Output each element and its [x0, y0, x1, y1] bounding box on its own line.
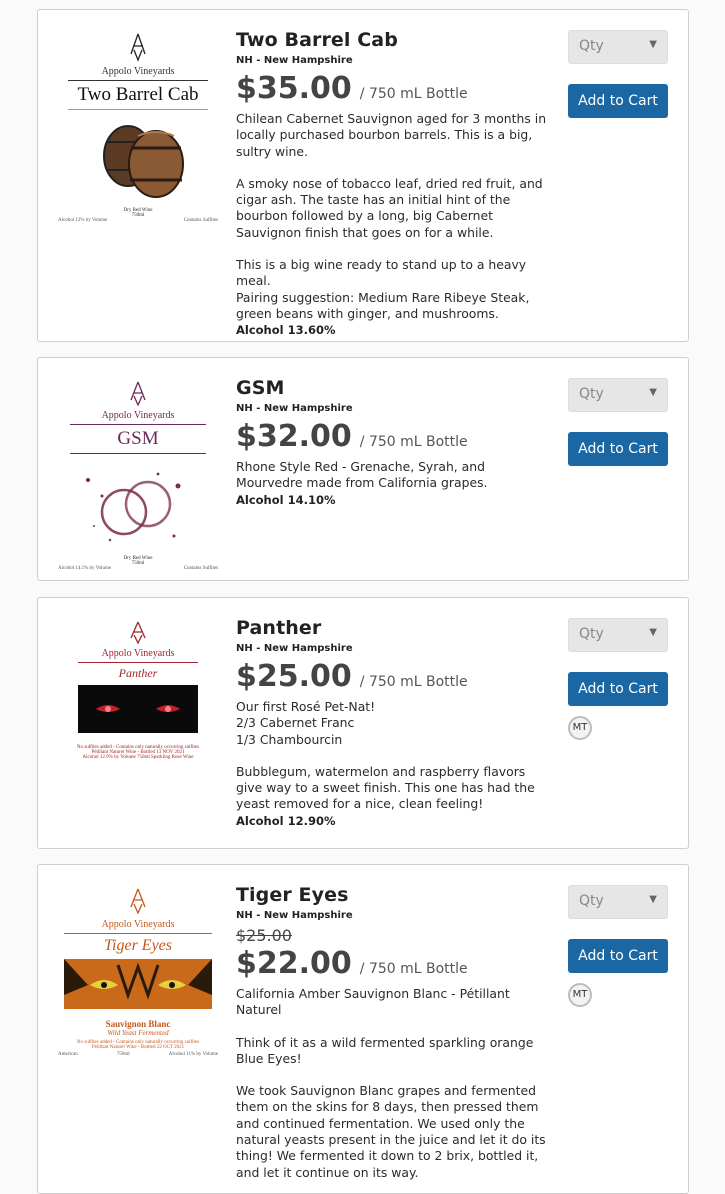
label-title: Two Barrel Cab [77, 84, 199, 105]
product-name[interactable]: Panther [236, 617, 322, 639]
winery-logo-icon [58, 380, 218, 406]
label-line: Pétillant Naturel Wine - Bottled 13 NOV 2021 [91, 750, 185, 755]
product-price: $22.00 [236, 946, 352, 981]
product-state: NH - New Hampshire [236, 910, 353, 921]
chevron-down-icon: ▼ [649, 894, 657, 905]
label-style: Dry Red Wine [123, 208, 153, 213]
product-card [37, 357, 689, 581]
winery-logo-icon [58, 620, 218, 644]
wine-label-image [58, 380, 218, 571]
product-description [236, 459, 554, 492]
product-card [37, 9, 689, 342]
label-winery: Appolo Vineyards [101, 919, 175, 930]
label-winery: Appolo Vineyards [101, 66, 175, 77]
product-state: NH - New Hampshire [236, 55, 353, 66]
product-state: NH - New Hampshire [236, 643, 353, 654]
add-to-cart-button[interactable]: Add to Cart [568, 432, 668, 466]
label-title: GSM [117, 428, 159, 449]
qty-placeholder: Qty [579, 38, 604, 54]
wine-label-image [58, 32, 218, 223]
label-line: No sulfites added - Contains only naturally occurring sulfites [76, 1040, 200, 1045]
product-alcohol: Alcohol 14.10% [236, 492, 336, 507]
product-name[interactable]: Tiger Eyes [236, 884, 349, 906]
label-title: Panther [118, 666, 158, 680]
qty-select[interactable] [568, 378, 668, 412]
product-name[interactable]: Two Barrel Cab [236, 29, 398, 51]
label-style: Dry Red Wine [123, 556, 153, 561]
description-paragraph: Bubblegum, watermelon and raspberry flavors give way to a sweet finish. This one has had the yeast removed for a nice, clean feeling! [236, 763, 535, 812]
tiger-eyes-illustration [58, 955, 218, 1011]
description-paragraph: We took Sauvignon Blanc grapes and fermented them on the skins for 8 days, then pressed them and continued fermentation. We used only the natural yeasts present in the juice and let it do its thing! We fermented it down to 2 brix, bottled it, and let it continue on its way. [236, 1083, 546, 1180]
label-volume: 750ml [116, 1052, 130, 1057]
description-paragraph: Rhone Style Red - Grenache, Syrah, and Mourvedre made from California grapes. [236, 459, 488, 491]
label-sub: Wild Yeast Fermented [107, 1029, 169, 1037]
product-unit: / 750 mL Bottle [359, 86, 468, 102]
label-sulfites: Contains Sulfites [183, 218, 218, 223]
add-to-cart-button[interactable]: Add to Cart [568, 672, 668, 706]
product-price: $25.00 [236, 659, 352, 694]
wine-label-image [58, 887, 218, 1087]
label-volume: 750ml [131, 213, 145, 218]
label-line: No sulfites added - Contains only naturally occurring sulfites [76, 745, 200, 750]
description-paragraph: Think of it as a wild fermented sparkling orange Blue Eyes! [236, 1034, 534, 1066]
original-price: $25.00 [236, 926, 292, 945]
qty-placeholder: Qty [579, 386, 604, 402]
label-abv: Alcohol 14.1% by Volume [58, 566, 112, 571]
label-varietal: Sauvignon Blanc [105, 1019, 171, 1029]
label-winery: Appolo Vineyards [101, 648, 175, 659]
description-paragraph: Our first Rosé Pet-Nat! 2/3 Cabernet Franc 1/3 Chambourcin [236, 699, 376, 747]
description-paragraph: Chilean Cabernet Sauvignon aged for 3 months in locally purchased bourbon barrels. This is a big, sultry wine. [236, 111, 547, 159]
mt-badge[interactable]: MT [568, 716, 592, 740]
product-name[interactable]: GSM [236, 377, 285, 399]
winery-logo-icon [58, 32, 218, 62]
barrels-illustration [58, 114, 218, 204]
product-alcohol: Alcohol 13.60% [236, 323, 336, 338]
wine-stain-illustration [58, 456, 218, 552]
label-sulfites: Contains Sulfites [183, 566, 218, 571]
label-origin: American [58, 1052, 78, 1057]
label-abv: Alcohol 11% by Volume [168, 1052, 218, 1057]
product-alcohol: Alcohol 12.90% [236, 813, 336, 828]
product-card [37, 597, 689, 849]
label-line: Alcohol 12.9% by Volume 750ml Sparkling Rosé Wine [82, 755, 194, 760]
qty-select[interactable] [568, 618, 668, 652]
product-description [236, 986, 554, 1181]
chevron-down-icon: ▼ [649, 627, 657, 638]
label-abv: Alcohol 13% by Volume [58, 218, 108, 223]
product-unit: / 750 mL Bottle [359, 434, 468, 450]
description-paragraph: This is a big wine ready to stand up to a heavy meal. Pairing suggestion: Medium Rare Ribeye Steak, green beans with ginger, and mushrooms. [236, 257, 530, 321]
add-to-cart-button[interactable]: Add to Cart [568, 84, 668, 118]
mt-badge[interactable]: MT [568, 983, 592, 1007]
label-winery: Appolo Vineyards [101, 410, 175, 421]
label-volume: 750ml [131, 561, 145, 566]
wine-label-image [58, 620, 218, 780]
qty-select[interactable] [568, 30, 668, 64]
product-state: NH - New Hampshire [236, 403, 353, 414]
qty-placeholder: Qty [579, 626, 604, 642]
chevron-down-icon: ▼ [649, 39, 657, 50]
product-unit: / 750 mL Bottle [359, 961, 468, 977]
qty-select[interactable] [568, 885, 668, 919]
product-price: $32.00 [236, 419, 352, 454]
product-price: $35.00 [236, 71, 352, 106]
product-unit: / 750 mL Bottle [359, 674, 468, 690]
winery-logo-icon [58, 887, 218, 915]
description-paragraph: California Amber Sauvignon Blanc - Pétillant Naturel [236, 986, 510, 1018]
description-paragraph: A smoky nose of tobacco leaf, dried red fruit, and cigar ash. The taste has an initial hint of the bourbon followed by a long, big Cabernet Sauvignon finish that goes on for a while. [236, 175, 543, 240]
qty-placeholder: Qty [579, 893, 604, 909]
product-description [236, 111, 554, 322]
label-title: Tiger Eyes [104, 937, 172, 954]
panther-eyes-illustration [58, 681, 218, 735]
product-description [236, 699, 554, 813]
label-line: Pétillant Naturel Wine - Bottled 22 OCT 2021 [91, 1045, 185, 1050]
chevron-down-icon: ▼ [649, 387, 657, 398]
product-card [37, 864, 689, 1194]
add-to-cart-button[interactable]: Add to Cart [568, 939, 668, 973]
